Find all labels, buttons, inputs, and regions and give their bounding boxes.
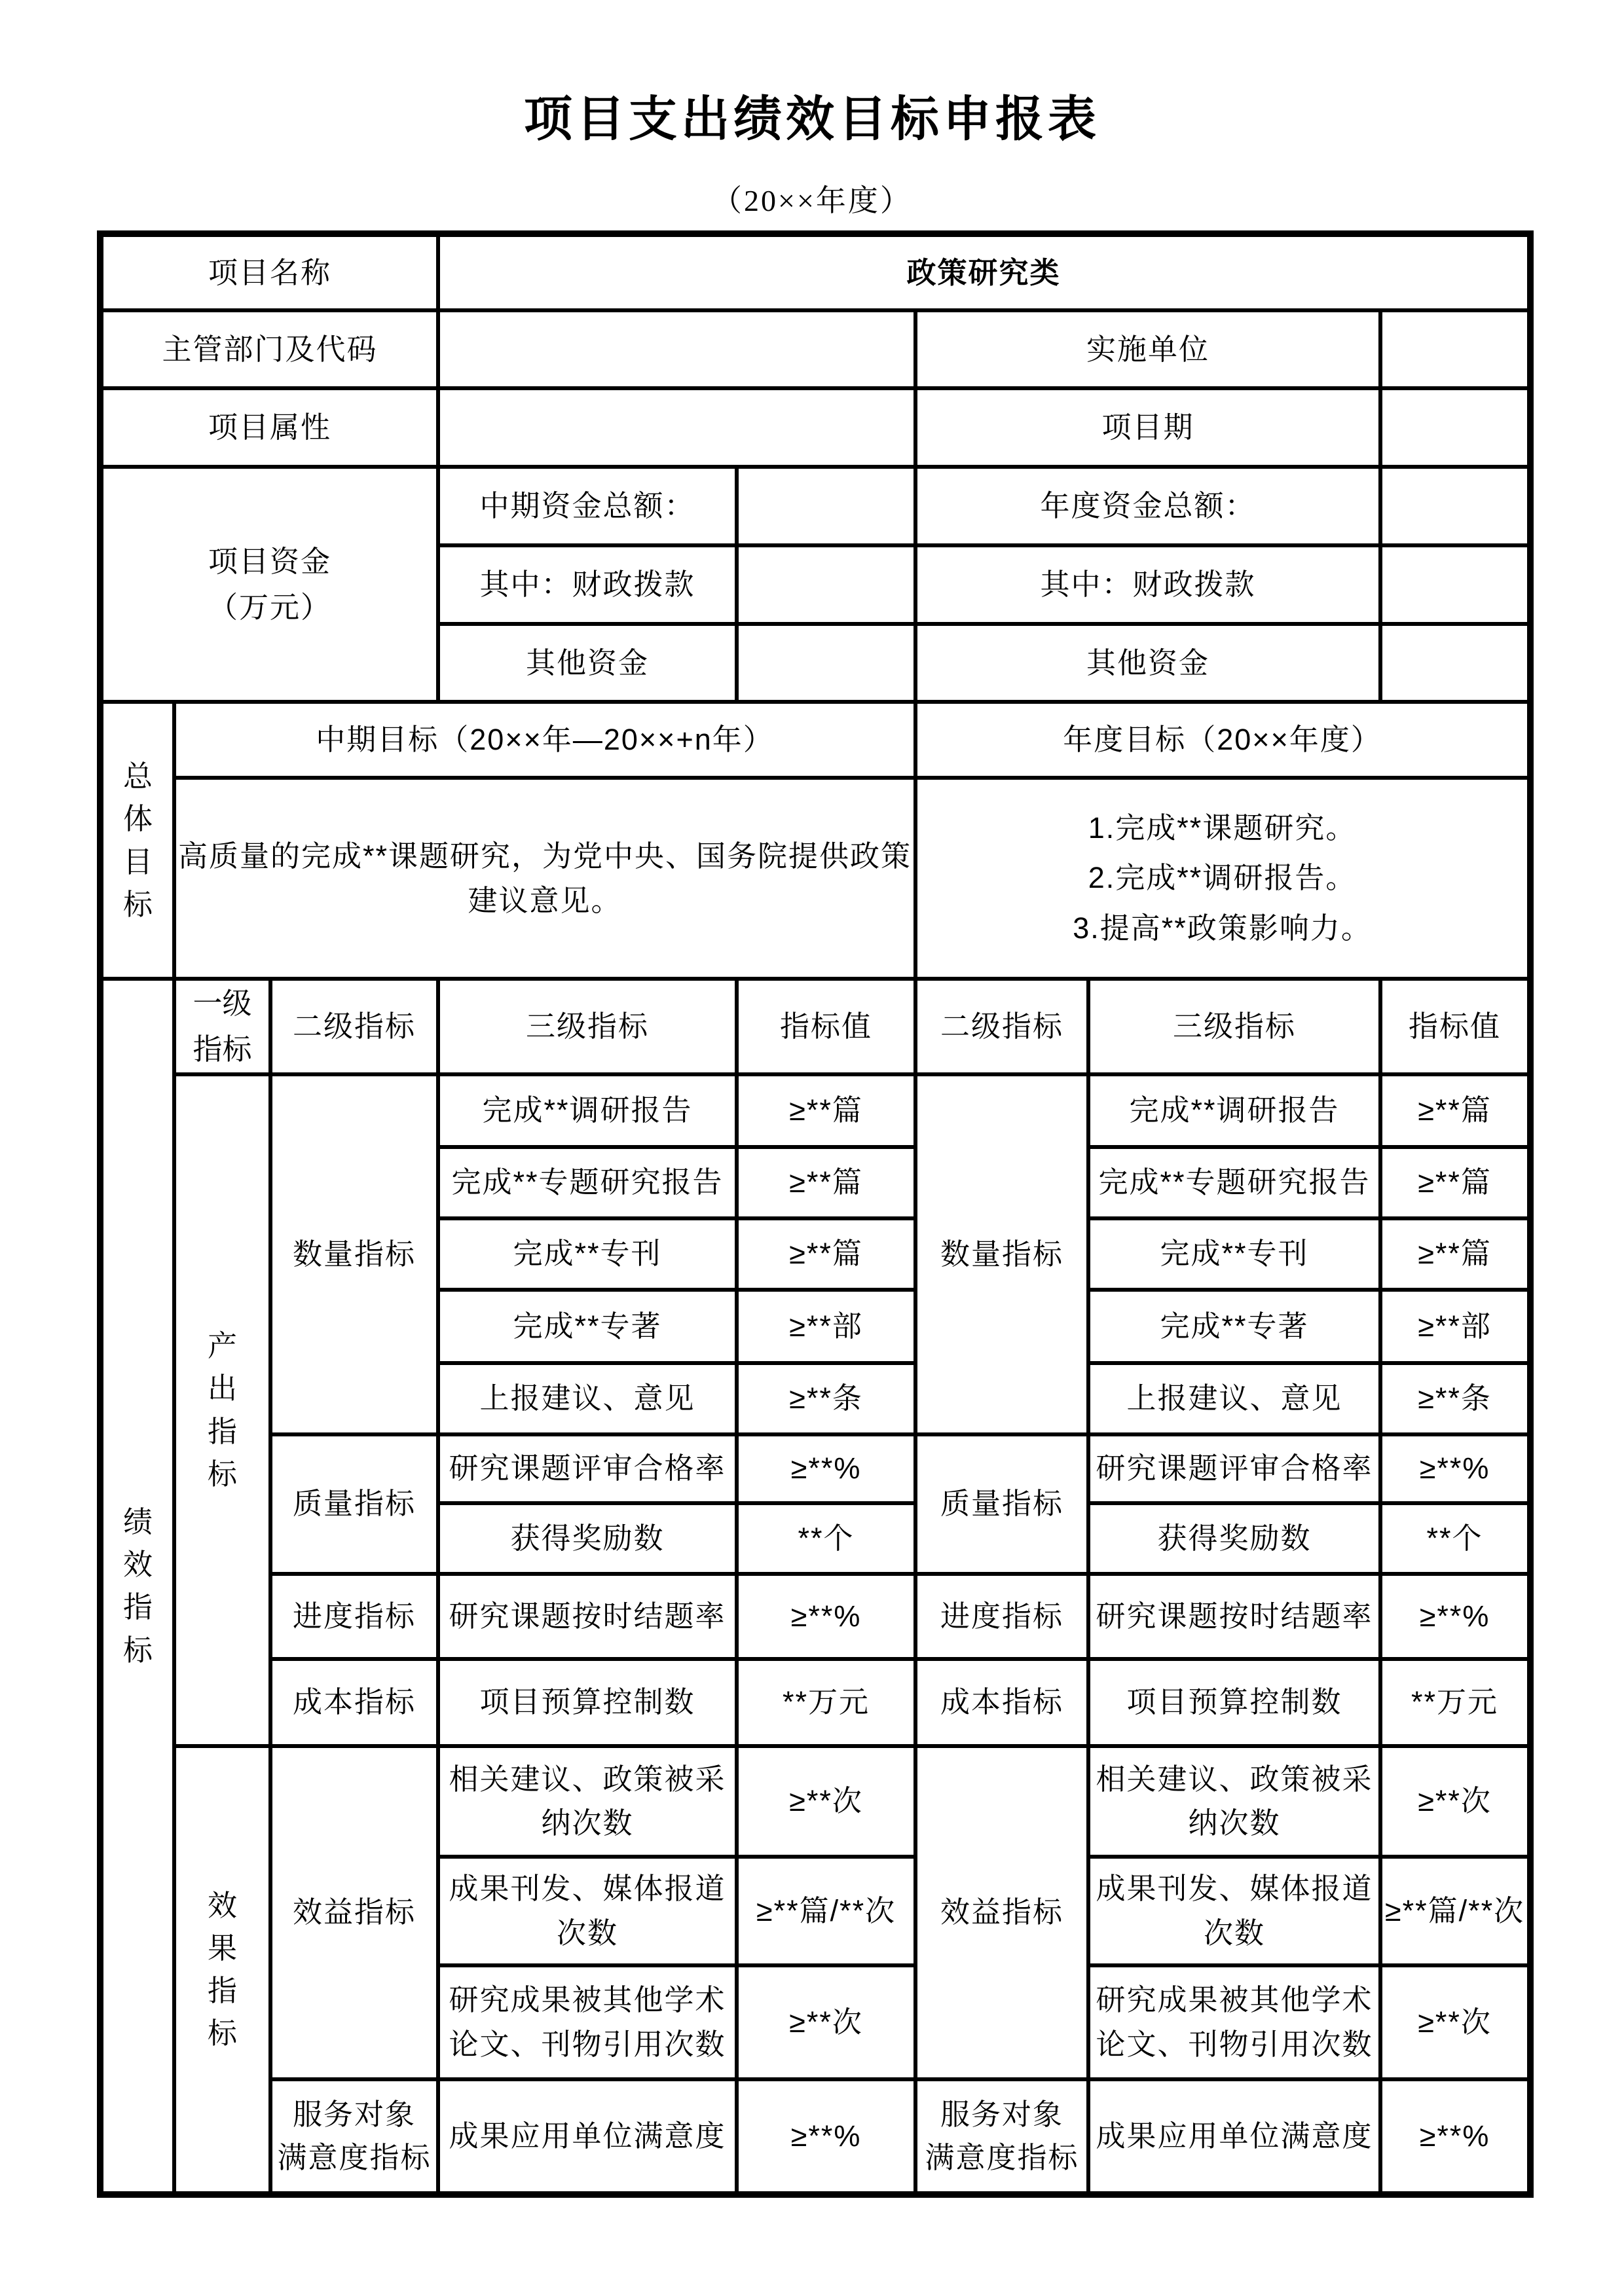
annual-total-label: 年度资金总额： bbox=[915, 467, 1380, 545]
value-cell: **个 bbox=[737, 1503, 915, 1574]
level1-output-vertical-text: 产出指标 bbox=[207, 1329, 237, 1491]
impl-unit-label: 实施单位 bbox=[915, 310, 1380, 388]
header-value-right: 指标值 bbox=[1380, 979, 1530, 1074]
header-level1-text: 一级指标 bbox=[193, 987, 252, 1066]
mid-fiscal-value-cell bbox=[737, 545, 915, 624]
row-funds-total bbox=[100, 467, 1530, 545]
project-attr-value-cell bbox=[438, 388, 915, 467]
indicator-cell: 完成**专题研究报告 bbox=[1088, 1147, 1380, 1218]
header-level2-right: 二级指标 bbox=[915, 979, 1088, 1074]
satisfaction-label-line2: 满意度指标 bbox=[925, 2140, 1079, 2174]
project-name-label: 项目名称 bbox=[100, 234, 438, 310]
row-indicator-10 bbox=[100, 1746, 1530, 1857]
value-cell: ≥**篇/**次 bbox=[737, 1857, 915, 1965]
satisfaction-label-line2: 满意度指标 bbox=[277, 2140, 432, 2174]
annual-goal-line-2: 2.完成**调研报告。 bbox=[1088, 861, 1357, 895]
level1-effect-cell bbox=[174, 1746, 270, 2195]
level1-effect-vertical-text: 效果指标 bbox=[207, 1888, 237, 2050]
level2-quantity-left: 数量指标 bbox=[270, 1074, 438, 1434]
level2-satisfaction-right bbox=[915, 2079, 1088, 2195]
project-period-label: 项目期 bbox=[915, 388, 1380, 467]
project-attr-label: 项目属性 bbox=[100, 388, 438, 467]
project-period-value-cell bbox=[1380, 388, 1530, 467]
value-cell: ≥**% bbox=[1380, 2079, 1530, 2195]
performance-section-label bbox=[100, 979, 174, 2195]
indicator-cell: 上报建议、意见 bbox=[438, 1363, 737, 1434]
value-cell: ≥**篇 bbox=[737, 1074, 915, 1147]
value-cell: ≥**篇 bbox=[1380, 1147, 1530, 1218]
mid-term-total-label: 中期资金总额： bbox=[438, 467, 737, 545]
declaration-form-table bbox=[97, 230, 1534, 2198]
annual-goal-text-cell bbox=[915, 778, 1530, 979]
level2-cost-left: 成本指标 bbox=[270, 1659, 438, 1746]
indicator-cell: 研究成果被其他学术论文、刊物引用次数 bbox=[1088, 1965, 1380, 2079]
row-indicator-headers bbox=[100, 979, 1530, 1074]
value-cell: ≥**% bbox=[737, 2079, 915, 2195]
indicator-cell: 完成**专著 bbox=[438, 1290, 737, 1363]
value-cell: ≥**篇 bbox=[1380, 1218, 1530, 1290]
header-level1 bbox=[174, 979, 270, 1074]
level2-progress-left: 进度指标 bbox=[270, 1574, 438, 1659]
value-cell: ≥**次 bbox=[1380, 1965, 1530, 2079]
annual-total-value-cell bbox=[1380, 467, 1530, 545]
indicator-cell: 研究课题评审合格率 bbox=[438, 1434, 737, 1503]
header-level3-right: 三级指标 bbox=[1088, 979, 1380, 1074]
indicator-cell: 成果刊发、媒体报道次数 bbox=[438, 1857, 737, 1965]
funds-label-cell bbox=[100, 467, 438, 702]
annual-other-funds-label: 其他资金 bbox=[915, 624, 1380, 702]
indicator-cell: 完成**专刊 bbox=[438, 1218, 737, 1290]
value-cell: **万元 bbox=[737, 1659, 915, 1746]
row-indicator-9 bbox=[100, 1659, 1530, 1746]
value-cell: ≥**次 bbox=[1380, 1746, 1530, 1857]
row-attr-period bbox=[100, 388, 1530, 467]
indicator-cell: 项目预算控制数 bbox=[438, 1659, 737, 1746]
annual-goal-line-3: 3.提高**政策影响力。 bbox=[1073, 911, 1372, 945]
indicator-cell: 研究课题按时结题率 bbox=[1088, 1574, 1380, 1659]
level2-progress-right: 进度指标 bbox=[915, 1574, 1088, 1659]
level2-cost-right: 成本指标 bbox=[915, 1659, 1088, 1746]
indicator-cell: 获得奖励数 bbox=[1088, 1503, 1380, 1574]
level2-quality-right: 质量指标 bbox=[915, 1434, 1088, 1574]
value-cell: ≥**部 bbox=[1380, 1290, 1530, 1363]
row-goal-headers bbox=[100, 702, 1530, 778]
indicator-cell: 研究课题按时结题率 bbox=[438, 1574, 737, 1659]
indicator-cell: 成果刊发、媒体报道次数 bbox=[1088, 1857, 1380, 1965]
value-cell: **个 bbox=[1380, 1503, 1530, 1574]
mid-term-goal-text: 高质量的完成**课题研究，为党中央、国务院提供政策建议意见。 bbox=[174, 778, 915, 979]
value-cell: ≥**条 bbox=[737, 1363, 915, 1434]
mid-term-goal-header: 中期目标（20××年—20××+n年） bbox=[174, 702, 915, 778]
row-indicator-6 bbox=[100, 1434, 1530, 1503]
value-cell: ≥**条 bbox=[1380, 1363, 1530, 1434]
indicator-cell: 研究成果被其他学术论文、刊物引用次数 bbox=[438, 1965, 737, 2079]
indicator-cell: 成果应用单位满意度 bbox=[438, 2079, 737, 2195]
indicator-cell: 完成**调研报告 bbox=[1088, 1074, 1380, 1147]
value-cell: ≥**% bbox=[1380, 1574, 1530, 1659]
row-indicator-1 bbox=[100, 1074, 1530, 1147]
value-cell: ≥**次 bbox=[737, 1746, 915, 1857]
value-cell: ≥**篇 bbox=[1380, 1074, 1530, 1147]
mid-other-funds-value-cell bbox=[737, 624, 915, 702]
performance-vertical-text: 绩效指标 bbox=[122, 1504, 153, 1667]
indicator-cell: 获得奖励数 bbox=[438, 1503, 737, 1574]
value-cell: ≥**% bbox=[737, 1434, 915, 1503]
mid-other-funds-label: 其他资金 bbox=[438, 624, 737, 702]
indicator-cell: 项目预算控制数 bbox=[1088, 1659, 1380, 1746]
header-level2-left: 二级指标 bbox=[270, 979, 438, 1074]
value-cell: **万元 bbox=[1380, 1659, 1530, 1746]
indicator-cell: 完成**调研报告 bbox=[438, 1074, 737, 1147]
value-cell: ≥**部 bbox=[737, 1290, 915, 1363]
level2-benefit-right: 效益指标 bbox=[915, 1746, 1088, 2079]
project-name-value: 政策研究类 bbox=[438, 234, 1530, 310]
row-project-name bbox=[100, 234, 1530, 310]
funds-label-line2: （万元） bbox=[208, 590, 332, 624]
header-level3-left: 三级指标 bbox=[438, 979, 737, 1074]
level2-quality-left: 质量指标 bbox=[270, 1434, 438, 1574]
indicator-cell: 研究课题评审合格率 bbox=[1088, 1434, 1380, 1503]
level2-quantity-right: 数量指标 bbox=[915, 1074, 1088, 1434]
level1-output-cell bbox=[174, 1074, 270, 1746]
annual-other-funds-value-cell bbox=[1380, 624, 1530, 702]
annual-goal-lines bbox=[917, 803, 1527, 954]
level2-satisfaction-left bbox=[270, 2079, 438, 2195]
value-cell: ≥**篇 bbox=[737, 1147, 915, 1218]
indicator-cell: 完成**专刊 bbox=[1088, 1218, 1380, 1290]
value-cell: ≥**% bbox=[1380, 1434, 1530, 1503]
indicator-cell: 完成**专著 bbox=[1088, 1290, 1380, 1363]
value-cell: ≥**次 bbox=[737, 1965, 915, 2079]
indicator-cell: 相关建议、政策被采纳次数 bbox=[438, 1746, 737, 1857]
indicator-cell: 上报建议、意见 bbox=[1088, 1363, 1380, 1434]
mid-term-total-value-cell bbox=[737, 467, 915, 545]
funds-label-line1: 项目资金 bbox=[208, 544, 332, 578]
page-subtitle: （20××年度） bbox=[712, 184, 912, 217]
value-cell: ≥**篇/**次 bbox=[1380, 1857, 1530, 1965]
dept-code-label: 主管部门及代码 bbox=[100, 310, 438, 388]
annual-goal-line-1: 1.完成**课题研究。 bbox=[1088, 811, 1357, 845]
annual-fiscal-value-cell bbox=[1380, 545, 1530, 624]
dept-code-value-cell bbox=[438, 310, 915, 388]
value-cell: ≥**% bbox=[737, 1574, 915, 1659]
indicator-cell: 相关建议、政策被采纳次数 bbox=[1088, 1746, 1380, 1857]
page-title: 项目支出绩效目标申报表 bbox=[524, 93, 1100, 147]
annual-fiscal-label: 其中：财政拨款 bbox=[915, 545, 1380, 624]
row-goal-content bbox=[100, 778, 1530, 979]
row-dept-unit bbox=[100, 310, 1530, 388]
satisfaction-label-line1: 服务对象 bbox=[293, 2098, 416, 2132]
indicator-cell: 成果应用单位满意度 bbox=[1088, 2079, 1380, 2195]
overall-goal-section-label bbox=[100, 702, 174, 979]
indicator-cell: 完成**专题研究报告 bbox=[438, 1147, 737, 1218]
value-cell: ≥**篇 bbox=[737, 1218, 915, 1290]
overall-goal-vertical-text: 总体目标 bbox=[122, 759, 153, 921]
level2-benefit-left: 效益指标 bbox=[270, 1746, 438, 2079]
satisfaction-label-line1: 服务对象 bbox=[940, 2098, 1064, 2132]
header-value-left: 指标值 bbox=[737, 979, 915, 1074]
impl-unit-value-cell bbox=[1380, 310, 1530, 388]
row-indicator-8 bbox=[100, 1574, 1530, 1659]
row-indicator-13 bbox=[100, 2079, 1530, 2195]
annual-goal-header: 年度目标（20××年度） bbox=[915, 702, 1530, 778]
mid-fiscal-label: 其中：财政拨款 bbox=[438, 545, 737, 624]
